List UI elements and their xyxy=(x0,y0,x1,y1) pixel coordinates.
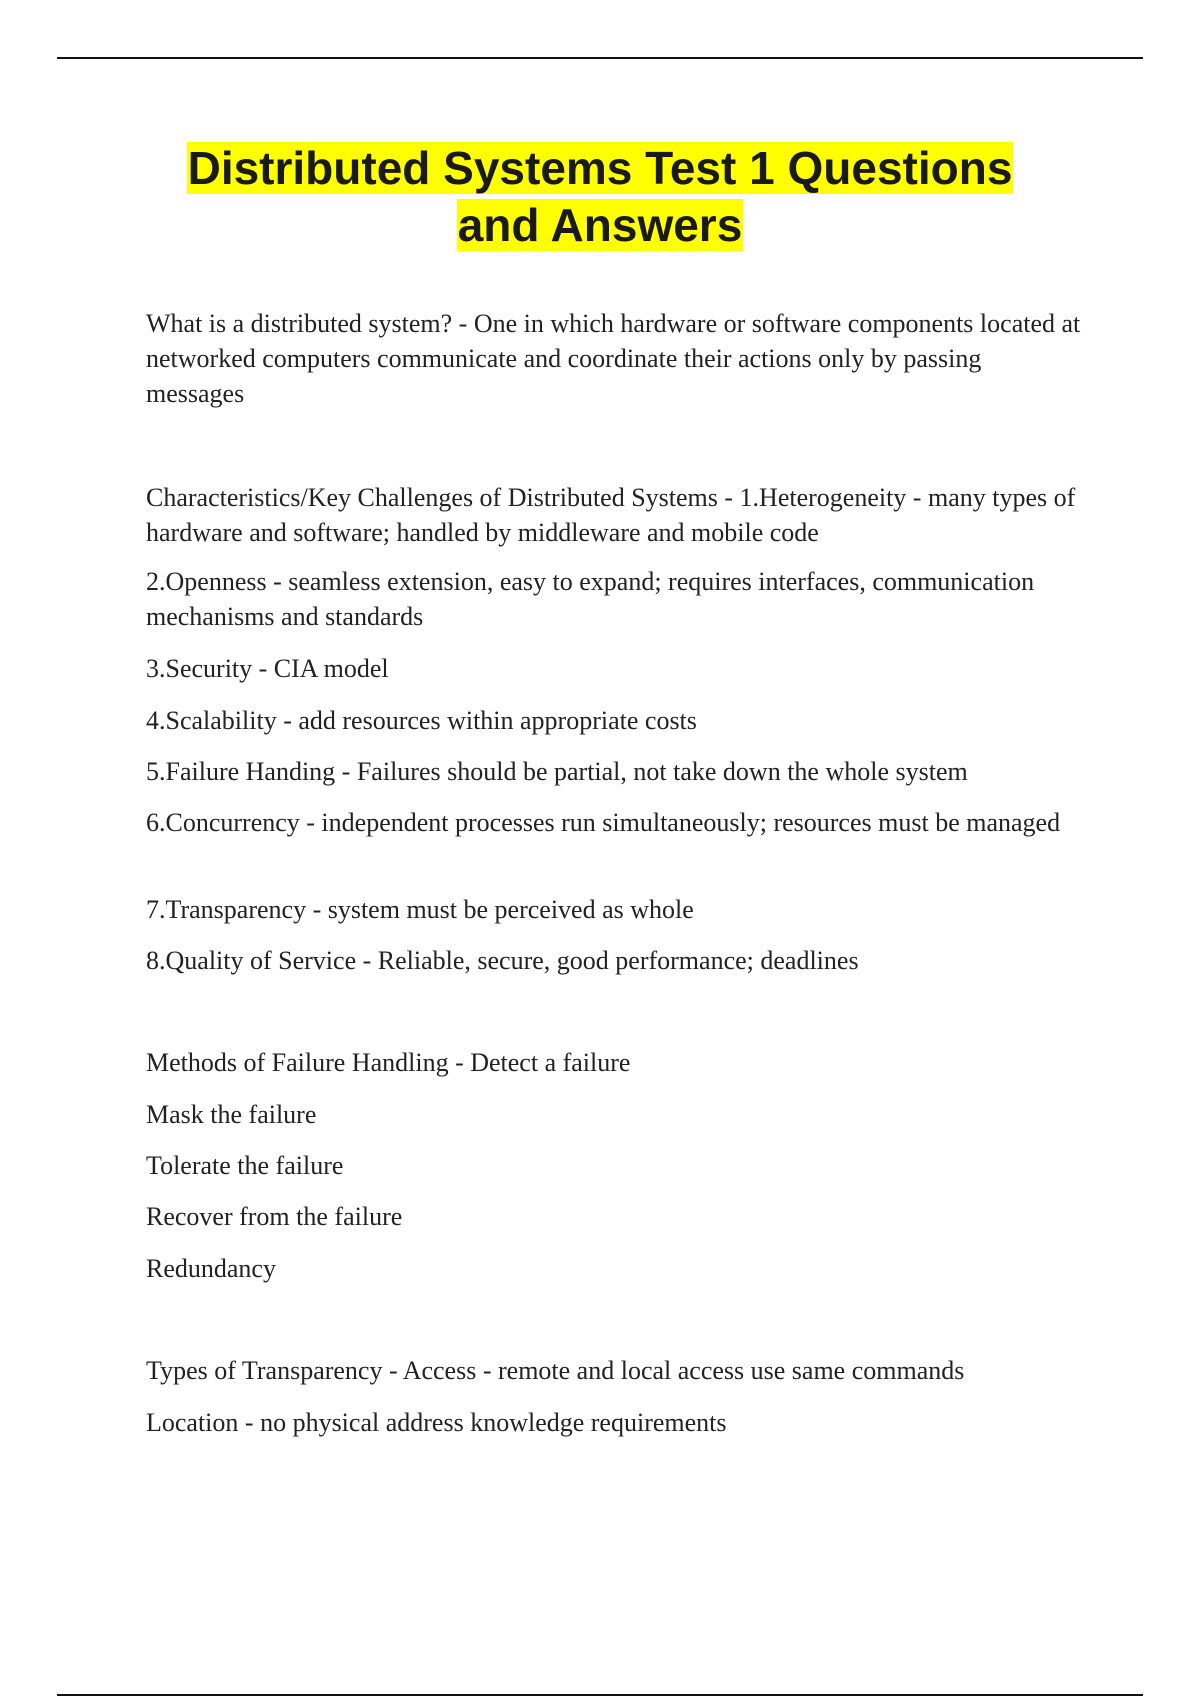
list-item-security: 3.Security - CIA model xyxy=(146,654,389,683)
title-line-2: and Answers xyxy=(457,199,743,251)
qa-characteristics: Characteristics/Key Challenges of Distributed Systems - 1.Heterogeneity - many types of hardware and software; handled by middleware and mobile code xyxy=(146,483,1076,547)
qa-definition: What is a distributed system? - One in which hardware or software components located at networked computers communicate and coordinate their actions only by passing messages xyxy=(146,309,1081,408)
list-item-location: Location - no physical address knowledge requirements xyxy=(146,1408,727,1437)
list-item-concurrency: 6.Concurrency - independent processes run simultaneously; resources must be managed xyxy=(146,808,1061,837)
document-title xyxy=(0,140,1200,254)
list-item-mask: Mask the failure xyxy=(146,1100,317,1129)
list-item-quality-of-service: 8.Quality of Service - Reliable, secure, good performance; deadlines xyxy=(146,946,859,975)
list-item-transparency: 7.Transparency - system must be perceived as whole xyxy=(146,895,694,924)
qa-transparency-types: Types of Transparency - Access - remote and local access use same commands xyxy=(146,1356,965,1385)
list-item-failure-handing: 5.Failure Handing - Failures should be partial, not take down the whole system xyxy=(146,757,968,786)
list-item-recover: Recover from the failure xyxy=(146,1202,403,1231)
list-item-openness: 2.Openness - seamless extension, easy to expand; requires interfaces, communication mechanisms and standards xyxy=(146,567,1035,631)
qa-failure-handling: Methods of Failure Handling - Detect a failure xyxy=(146,1048,631,1077)
bottom-rule xyxy=(57,1694,1143,1696)
list-item-redundancy: Redundancy xyxy=(146,1254,276,1283)
title-line-1: Distributed Systems Test 1 Questions xyxy=(187,142,1013,194)
list-item-scalability: 4.Scalability - add resources within appropriate costs xyxy=(146,706,697,735)
top-rule xyxy=(57,57,1143,59)
list-item-tolerate: Tolerate the failure xyxy=(146,1151,344,1180)
